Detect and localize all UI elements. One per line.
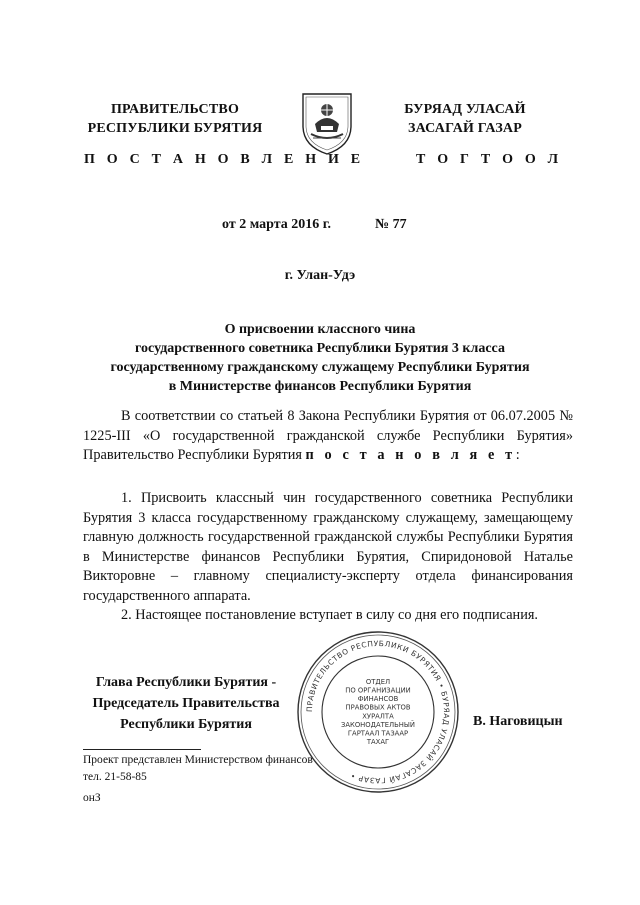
header-right [360, 100, 570, 138]
coat-of-arms-icon [299, 88, 355, 156]
signatory-position-line1: Глава Республики Бурятия - [95, 675, 277, 690]
item-2-paragraph [83, 606, 573, 626]
preamble-text: В соответствии со статьей 8 Закона Республики Бурятия от 06.07.2005 № 1225-III «О государственной гражданской службе Республики Бурятия» Правительство Республики Бурятия [83, 408, 573, 463]
official-stamp [294, 628, 462, 796]
footer-divider [83, 749, 201, 750]
stamp-inner-line: ТАХАГ [366, 738, 390, 747]
preamble-verb: п о с т а н о в л я е т [305, 447, 516, 463]
stamp-inner-line: ЗАКОНОДАТЕЛЬНЫЙ [340, 720, 416, 729]
item-2-text: 2. Настоящее постановление вступает в силу со дня его подписания. [121, 607, 538, 623]
signatory-position-line2: Председатель Правительства [92, 696, 280, 711]
stamp-inner-line: ПРАВОВЫХ АКТОВ [345, 703, 411, 712]
stamp-inner-line: ГАРТААЛ ТАЗААР [347, 729, 409, 738]
stamp-inner-line: ФИНАНСОВ [357, 695, 399, 704]
footer-note [83, 752, 313, 786]
document-title [40, 320, 600, 396]
government-name-bua-line1: БУРЯАД УЛАСАЙ [404, 102, 526, 117]
footer-note-line1: Проект представлен Министерством финансов [83, 754, 313, 766]
government-name-ru-line2: РЕСПУБЛИКИ БУРЯТИЯ [87, 121, 263, 136]
title-line-1: О присвоении классного чина [224, 322, 416, 337]
signatory-position-line3: Республики Бурятия [120, 717, 252, 732]
doc-type-ru: П О С Т А Н О В Л Е Н И Е [84, 152, 365, 167]
title-line-2: государственного советника Республики Бурятия 3 класса [135, 341, 505, 356]
title-line-3: государственному гражданскому служащему Республики Бурятия [110, 360, 530, 375]
signatory-name: В. Наговицын [473, 714, 563, 729]
doc-type-bua: Т О Г Т О О Л [416, 152, 563, 167]
signatory-position [80, 672, 292, 735]
stamp-inner-line: ПО ОРГАНИЗАЦИИ [345, 686, 411, 695]
stamp-inner-line: ОТДЕЛ [365, 677, 391, 686]
stamp-ring-text: ПРАВИТЕЛЬСТВО РЕСПУБЛИКИ БУРЯТИЯ • БУРЯАД УЛАСАЙ ЗАСАГАЙ ГАЗАР • [304, 638, 452, 786]
document-number: № 77 [375, 217, 407, 232]
stamp-inner-line: ХУРАЛТА [362, 712, 394, 721]
document-city: г. Улан-Удэ [284, 268, 356, 283]
item-1-text: 1. Присвоить классный чин государственного советника Республики Бурятия 3 класса государственному гражданскому служащему, замещающему главную должность государственной гражданской службы Республики Бурятия в Министерстве финансов Республики Бурятия, Спиридоновой Наталье Викторовне – главному специалисту-эксперту отдела финансирования государственного аппарата. [83, 490, 573, 604]
preamble-colon: : [515, 447, 520, 463]
government-name-ru-line1: ПРАВИТЕЛЬСТВО [110, 102, 240, 117]
preamble-paragraph [83, 407, 573, 466]
footer-code: онЗ [83, 792, 101, 804]
item-1-paragraph [83, 489, 573, 606]
government-name-bua-line2: ЗАСАГАЙ ГАЗАР [407, 121, 522, 136]
header-left [70, 100, 280, 138]
footer-note-line2: тел. 21-58-85 [83, 771, 147, 783]
document-date: от 2 марта 2016 г. [222, 217, 332, 232]
title-line-4: в Министерстве финансов Республики Бурятия [168, 379, 472, 394]
